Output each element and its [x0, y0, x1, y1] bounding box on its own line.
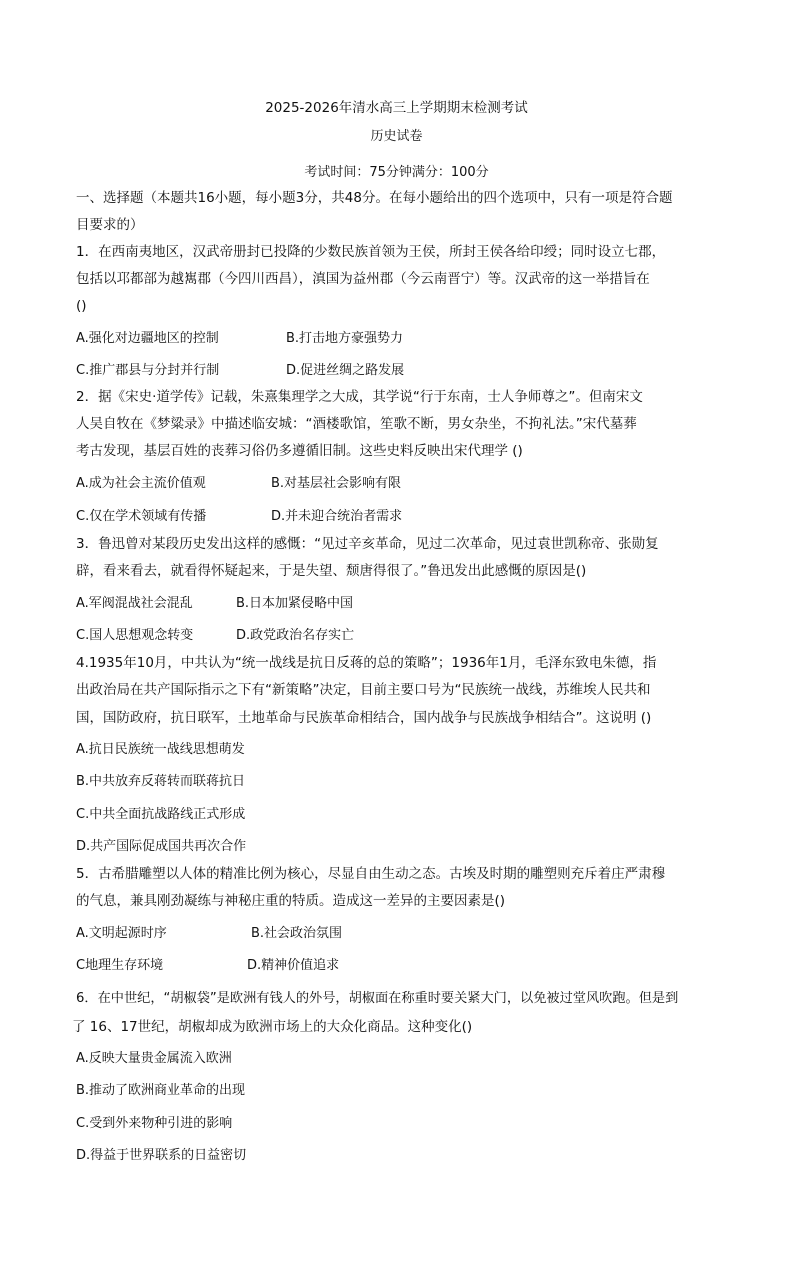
option-a[interactable]: A.反映大量贵金属流入欧洲: [76, 1051, 232, 1066]
question-text-line: 人吴自牧在《梦粱录》中描述临安城：“酒楼歌馆，笙歌不断，男女杂坐，不拘礼法。”宋代墓葬: [76, 416, 637, 432]
exam-title: 2025-2026年清水高三上学期期末检测考试: [265, 100, 528, 116]
option-b[interactable]: B.中共放弃反蒋转而联蒋抗日: [76, 774, 246, 789]
question-text-line: 2．据《宋史·道学传》记载，朱熹集理学之大成，其学说“行于东南，士人争师尊之”。但南宋文: [76, 389, 643, 405]
question-text-line: 6．在中世纪，“胡椒袋”是欧洲有钱人的外号，胡椒面在称重时要关紧大门，以免被过堂风吹跑。但是到: [76, 991, 679, 1006]
option-b[interactable]: B.日本加紧侵略中国: [236, 596, 354, 611]
subject-title: 历史试卷: [370, 129, 423, 144]
question-text-line: 考古发现，基层百姓的丧葬习俗仍多遵循旧制。这些史料反映出宋代理学 (): [76, 443, 523, 459]
option-a[interactable]: A.抗日民族统一战线思想萌发: [76, 742, 245, 757]
question-text-line: 辟，看来看去，就看得怀疑起来，于是失望、颓唐得很了。”鲁迅发出此感慨的原因是(): [76, 563, 587, 579]
option-c[interactable]: C地理生存环境: [76, 958, 164, 973]
question-text-line: 4.1935年10月，中共认为“统一战线是抗日反蒋的总的策略”；1936年1月，毛泽东致电朱德，指: [76, 655, 657, 671]
option-b[interactable]: B.社会政治氛围: [251, 926, 343, 941]
option-d[interactable]: D.共产国际促成国共再次合作: [76, 839, 247, 854]
option-c[interactable]: C.推广郡县与分封并行制: [76, 363, 220, 378]
question-text-line: 3．鲁迅曾对某段历史发出这样的感慨：“见过辛亥革命，见过二次革命，见过袁世凯称帝、张勋复: [76, 536, 659, 552]
question-text-line: 的气息，兼具刚劲凝练与神秘庄重的特质。造成这一差异的主要因素是(): [76, 893, 506, 909]
option-c[interactable]: C.受到外来物种引进的影响: [76, 1116, 233, 1131]
option-b[interactable]: B.打击地方豪强势力: [286, 331, 404, 346]
option-d[interactable]: D.政党政治名存实亡: [236, 628, 355, 643]
option-b[interactable]: B.对基层社会影响有限: [271, 476, 402, 491]
option-d[interactable]: D.并未迎合统治者需求: [271, 509, 403, 524]
section-heading-line1: 一、选择题（本题共16小题，每小题3分，共48分。在每小题给出的四个选项中，只有一项是符合题: [76, 190, 673, 206]
option-b[interactable]: B.推动了欧洲商业革命的出现: [76, 1083, 246, 1098]
option-c[interactable]: C.中共全面抗战路线正式形成: [76, 807, 246, 822]
option-d[interactable]: D.得益于世界联系的日益密切: [76, 1148, 247, 1163]
exam-time-info: 考试时间：75分钟满分：100分: [304, 165, 489, 180]
question-text-line: 国，国防政府，抗日联军，土地革命与民族革命相结合，国内战争与民族战争相结合”。这说明 (): [76, 710, 652, 726]
option-d[interactable]: D.促进丝绸之路发展: [286, 363, 405, 378]
option-d[interactable]: D.精神价值追求: [247, 958, 340, 973]
question-text-line: 5．古希腊雕塑以人体的精准比例为核心，尽显自由生动之态。古埃及时期的雕塑则充斥着庄严肃穆: [76, 866, 666, 882]
option-a[interactable]: A.文明起源时序: [76, 926, 167, 941]
question-text-line: 包括以邛都部为越嶲郡（今四川西昌），滇国为益州郡（今云南晋宁）等。汉武帝的这一举措旨在: [76, 271, 650, 287]
option-a[interactable]: A.强化对边疆地区的控制: [76, 331, 219, 346]
section-heading-line2: 目要求的）: [76, 217, 144, 233]
option-a[interactable]: A.成为社会主流价值观: [76, 476, 206, 491]
question-text-line: 1．在西南夷地区，汉武帝册封已投降的少数民族首领为王侯，所封王侯各给印绶；同时设立七郡，: [76, 244, 666, 260]
option-a[interactable]: A.军阀混战社会混乱: [76, 596, 193, 611]
question-text-line: 出政治局在共产国际指示之下有“新策略”决定，目前主要口号为“民族统一战线，苏维埃人民共和: [76, 682, 651, 698]
option-c[interactable]: C.仅在学术领域有传播: [76, 509, 207, 524]
option-c[interactable]: C.国人思想观念转变: [76, 628, 194, 643]
question-text-line: (): [76, 298, 87, 314]
question-text-line: 了 16、17世纪，胡椒却成为欧洲市场上的大众化商品。这种变化(): [72, 1019, 473, 1035]
